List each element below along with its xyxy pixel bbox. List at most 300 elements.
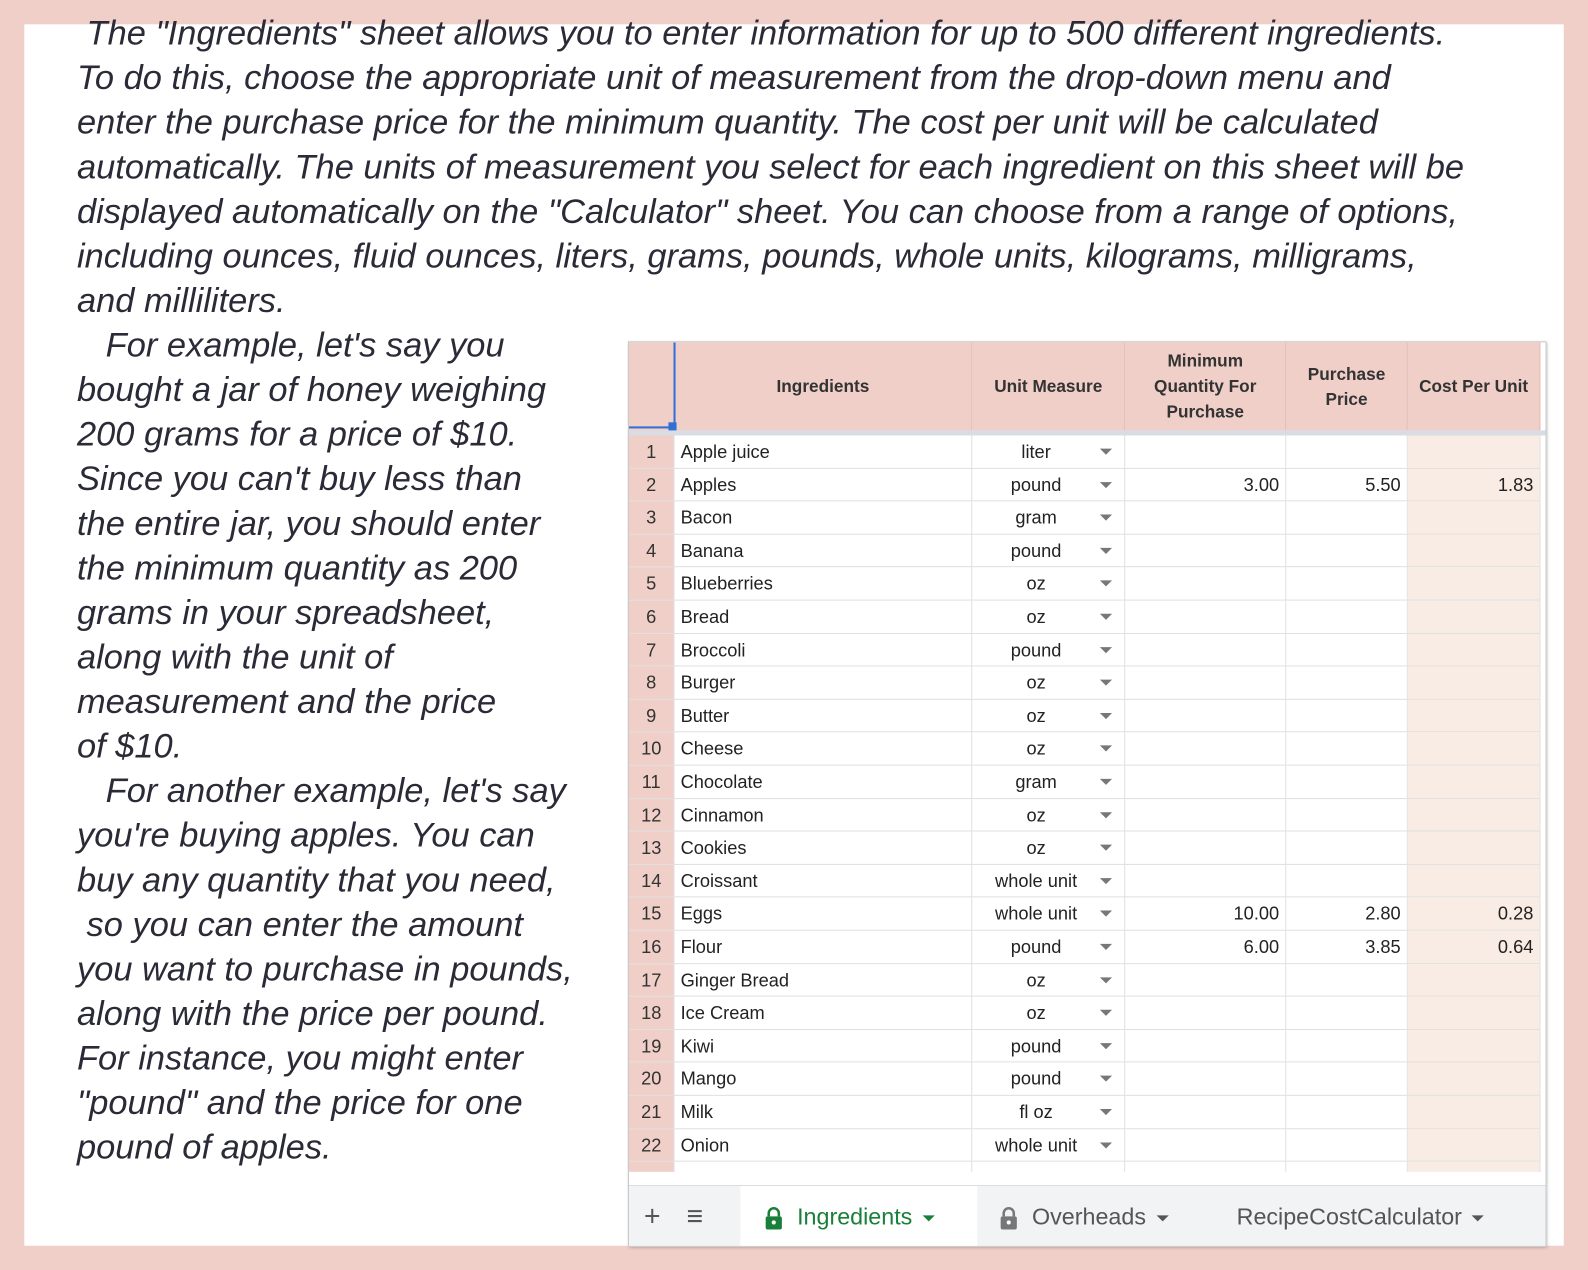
cell-value: 6 [646,606,657,627]
ingredient-cell[interactable] [675,766,973,799]
instruction-text-line: you want to purchase in pounds, [76,950,573,989]
dropdown-arrow-icon[interactable] [1100,1142,1112,1148]
cell-value: 3.00 [1243,474,1280,495]
lock-icon [1000,1206,1018,1230]
min-quantity-cell[interactable] [1125,898,1286,931]
ingredient-cell[interactable] [675,601,973,634]
row-number[interactable] [629,898,675,931]
ingredient-cell[interactable] [675,502,973,535]
instruction-text-line: you're buying apples. You can [76,816,535,855]
row-number[interactable] [629,832,675,865]
cell-value: Onion [680,1134,730,1156]
ingredient-cell[interactable] [675,865,973,898]
instructions-card [24,14,1563,1245]
cell-value: pound [1010,639,1062,660]
empty-cell[interactable] [1286,1162,1408,1172]
min-quantity-cell[interactable] [1125,1063,1286,1096]
instruction-text-line: along with the unit of [76,638,393,677]
purchase-price-cell[interactable] [1286,601,1408,634]
dropdown-arrow-icon[interactable] [1100,1043,1112,1049]
min-quantity-cell[interactable] [1125,997,1286,1030]
row-number[interactable] [629,601,675,634]
dropdown-arrow-icon[interactable] [1100,449,1112,455]
row-number[interactable] [629,1063,675,1096]
ingredient-cell[interactable] [675,568,973,601]
instruction-text-line: along with the price per pound. [76,994,548,1034]
instruction-text-line: enter the purchase price for the minimum quantity. The cost per unit will be calculated [76,103,1378,142]
purchase-price-cell[interactable] [1286,502,1408,535]
table-row [629,568,1541,601]
cell-value: 19 [641,1035,662,1057]
row-number[interactable] [629,667,675,700]
instruction-text-line: the entire jar, you should enter [76,504,541,543]
dropdown-arrow-icon[interactable] [1100,746,1112,752]
header-ingredients: Ingredients [675,342,973,430]
dropdown-arrow-icon[interactable] [1100,614,1112,620]
cell-value: 20 [641,1068,662,1090]
table-row [629,733,1541,766]
purchase-price-cell[interactable] [1286,898,1408,931]
cell-value: fl oz [1019,1101,1053,1123]
row-number[interactable] [629,733,675,766]
cell-value: 4 [646,540,657,561]
row-number[interactable] [629,931,675,964]
cell-value: 7 [646,639,657,660]
cell-value: 5 [646,573,657,594]
instruction-text-line: so you can enter the amount [76,905,524,944]
cell-value: 5.50 [1365,474,1401,495]
min-quantity-cell[interactable] [1125,700,1286,733]
cell-value: 18 [641,1002,662,1024]
cost-per-unit-cell[interactable] [1408,832,1541,865]
dropdown-arrow-icon[interactable] [1100,647,1112,653]
instruction-text-line: buy any quantity that you need, [76,860,556,900]
header-minimum-quantity: Minimum Quantity For Purchase [1125,342,1286,430]
unit-measure-dropdown[interactable] [972,898,1125,931]
cell-value: liter [1021,441,1051,462]
purchase-price-cell[interactable] [1286,865,1408,898]
cell-value: gram [1015,507,1057,528]
unit-measure-dropdown[interactable] [972,832,1125,865]
ingredient-cell[interactable] [675,931,973,964]
cell-value: Cinnamon [680,804,764,826]
empty-cell[interactable] [1408,1162,1541,1172]
ingredient-cell[interactable] [675,997,973,1030]
purchase-price-cell[interactable] [1286,1096,1408,1129]
unit-measure-dropdown[interactable] [972,634,1125,667]
dropdown-arrow-icon[interactable] [1100,548,1112,554]
cost-per-unit-cell[interactable] [1408,667,1541,700]
dropdown-arrow-icon[interactable] [1100,713,1112,719]
cell-value: gram [1015,771,1057,793]
min-quantity-cell[interactable] [1125,535,1286,568]
unit-measure-dropdown[interactable] [972,931,1125,964]
row-number[interactable] [629,568,675,601]
ingredient-cell[interactable] [675,1096,973,1129]
tab-label: Overheads [1032,1203,1146,1230]
cell-value: Apples [680,474,737,495]
cell-value: 3 [646,507,657,528]
dropdown-arrow-icon[interactable] [1100,1010,1112,1016]
unit-measure-dropdown[interactable] [972,1096,1125,1129]
unit-measure-dropdown[interactable] [972,733,1125,766]
min-quantity-cell[interactable] [1125,1096,1286,1129]
table-row [629,634,1541,667]
purchase-price-cell[interactable] [1286,733,1408,766]
ingredient-cell[interactable] [675,799,973,832]
purchase-price-cell[interactable] [1286,634,1408,667]
ingredient-cell[interactable] [675,964,973,997]
ingredient-cell[interactable] [675,1063,973,1096]
min-quantity-cell[interactable] [1125,733,1286,766]
ingredient-cell[interactable] [675,700,973,733]
cost-per-unit-cell[interactable] [1408,535,1541,568]
cell-value: 1 [646,441,657,462]
add-sheet-button[interactable]: + [643,1200,661,1232]
tab-label: RecipeCostCalculator [1236,1203,1462,1230]
header-unit-measure: Unit Measure [972,342,1125,430]
purchase-price-cell[interactable] [1286,469,1408,502]
lock-icon [765,1206,783,1230]
instruction-text-line: including ounces, fluid ounces, liters, grams, pounds, whole units, kilograms, milligrams, [76,236,1417,276]
row-number[interactable] [629,634,675,667]
instruction-text-line: and milliliters. [76,281,286,321]
table-row [629,1096,1541,1129]
min-quantity-cell[interactable] [1125,601,1286,634]
ingredient-cell[interactable] [675,1129,973,1162]
purchase-price-cell[interactable] [1286,766,1408,799]
purchase-price-cell[interactable] [1286,535,1408,568]
cell-value: oz [1026,705,1046,726]
cost-per-unit-cell[interactable] [1408,898,1541,931]
cost-per-unit-cell[interactable] [1408,733,1541,766]
cost-per-unit-cell[interactable] [1408,1030,1541,1063]
cell-value: 16 [641,936,662,958]
cell-value: Burger [680,672,736,693]
cell-value: 1.83 [1497,474,1534,495]
selection-handle[interactable] [668,422,676,430]
unit-measure-dropdown[interactable] [972,601,1125,634]
row-number[interactable] [629,1129,675,1162]
cell-value: 0.64 [1497,936,1534,958]
cell-value: pound [1010,1035,1062,1057]
ingredient-cell[interactable] [675,469,973,502]
table-row [629,1129,1541,1162]
cell-value: oz [1026,738,1046,759]
ingredient-cell[interactable] [675,667,973,700]
selection-outline [629,342,676,428]
unit-measure-dropdown[interactable] [972,964,1125,997]
instruction-text-line: measurement and the price [76,682,497,722]
cell-value: 3.85 [1365,936,1401,958]
cell-value: Apple juice [680,441,770,462]
cell-value: Bread [680,606,730,627]
unit-measure-dropdown[interactable] [972,799,1125,832]
ingredient-cell[interactable] [675,832,973,865]
cell-value: 17 [641,969,662,991]
cell-value: oz [1026,804,1046,826]
cell-value: 10 [641,738,662,759]
tab-overheads[interactable] [1000,1186,1203,1247]
table-row [629,931,1541,964]
cost-per-unit-cell[interactable] [1408,568,1541,601]
table-row-partial [629,1162,1541,1172]
table-row [629,799,1541,832]
cell-value: 0.28 [1497,903,1534,925]
min-quantity-cell[interactable] [1125,568,1286,601]
cost-per-unit-cell[interactable] [1408,634,1541,667]
min-quantity-cell[interactable] [1125,1129,1286,1162]
unit-measure-dropdown[interactable] [972,436,1125,469]
cell-value: oz [1026,1002,1046,1024]
cost-per-unit-cell[interactable] [1408,865,1541,898]
row-number[interactable] [629,700,675,733]
min-quantity-cell[interactable] [1125,865,1286,898]
cell-value: Banana [680,540,744,561]
unit-measure-dropdown[interactable] [972,865,1125,898]
cell-value: 11 [641,771,661,793]
cell-value: 14 [641,870,662,892]
cell-value: whole unit [995,870,1078,892]
unit-measure-dropdown[interactable] [972,1030,1125,1063]
cell-value: Chocolate [680,771,763,793]
ingredient-cell[interactable] [675,436,973,469]
cell-value: 21 [641,1101,662,1123]
chevron-down-icon[interactable] [922,1215,934,1221]
table-row [629,1063,1541,1096]
cell-value: oz [1026,837,1046,859]
row-number[interactable] [629,766,675,799]
cell-value: pound [1010,540,1062,561]
purchase-price-cell[interactable] [1286,1129,1408,1162]
row-number[interactable] [629,469,675,502]
tab-label: Ingredients [797,1203,913,1230]
table-row [629,832,1541,865]
cell-value: 2.80 [1365,903,1401,925]
cost-per-unit-cell[interactable] [1408,964,1541,997]
row-number[interactable] [629,799,675,832]
cell-value: Blueberries [680,573,773,594]
header-purchase-price: Purchase Price [1286,342,1408,430]
cell-value: pound [1010,1068,1062,1090]
min-quantity-cell[interactable] [1125,964,1286,997]
purchase-price-cell[interactable] [1286,436,1408,469]
unit-measure-dropdown[interactable] [972,568,1125,601]
cell-value: 9 [646,705,657,726]
instruction-text-line: of $10. [76,727,183,766]
instruction-text-line: Since you can't buy less than [76,459,522,499]
cell-value: Cookies [680,837,747,859]
unit-measure-dropdown[interactable] [972,667,1125,700]
cell-value: 22 [641,1134,662,1156]
cell-value: Flour [680,936,723,958]
dropdown-arrow-icon[interactable] [1100,911,1112,917]
dropdown-arrow-icon[interactable] [1100,845,1112,851]
purchase-price-cell[interactable] [1286,568,1408,601]
instruction-text-line: "pound" and the price for one [76,1083,523,1123]
cell-value: oz [1026,969,1046,991]
row-number[interactable] [629,1030,675,1063]
row-number[interactable] [629,997,675,1030]
ingredient-cell[interactable] [675,535,973,568]
unit-measure-dropdown[interactable] [972,469,1125,502]
row-number[interactable] [629,865,675,898]
cost-per-unit-cell[interactable] [1408,1096,1541,1129]
unit-measure-dropdown[interactable] [972,700,1125,733]
dropdown-arrow-icon[interactable] [1100,680,1112,686]
cell-value: Bacon [680,507,733,528]
row-number[interactable] [629,964,675,997]
dropdown-arrow-icon[interactable] [1100,878,1112,884]
instruction-text-line: For another example, let's say [76,771,566,811]
instruction-text-line: To do this, choose the appropriate unit of measurement from the drop-down menu and [76,58,1391,98]
table-row [629,667,1541,700]
purchase-price-cell[interactable] [1286,1063,1408,1096]
tab-ingredients[interactable] [740,1186,977,1247]
table-row [629,964,1541,997]
cell-value: Croissant [680,870,758,892]
purchase-price-cell[interactable] [1286,799,1408,832]
min-quantity-cell[interactable] [1125,1030,1286,1063]
table-row [629,766,1541,799]
dropdown-arrow-icon[interactable] [1100,515,1112,521]
purchase-price-cell[interactable] [1286,1030,1408,1063]
cost-per-unit-cell[interactable] [1408,766,1541,799]
cost-per-unit-cell[interactable] [1408,997,1541,1030]
empty-cell[interactable] [675,1162,973,1172]
table-row [629,502,1541,535]
cost-per-unit-cell[interactable] [1408,931,1541,964]
dropdown-arrow-icon[interactable] [1100,779,1112,785]
instruction-text-line: For instance, you might enter [76,1039,523,1078]
instruction-text-line: The "Ingredients" sheet allows you to enter information for up to 500 different ingredients. [76,14,1446,53]
empty-cell[interactable] [972,1162,1125,1172]
dropdown-arrow-icon[interactable] [1100,977,1112,983]
unit-measure-dropdown[interactable] [972,502,1125,535]
min-quantity-cell[interactable] [1125,667,1286,700]
cost-per-unit-cell[interactable] [1408,1129,1541,1162]
cell-value: 15 [641,903,662,925]
instruction-text-line: For example, let's say you [76,326,505,365]
table-row [629,535,1541,568]
dropdown-arrow-icon[interactable] [1100,812,1112,818]
cell-value: oz [1026,606,1046,627]
cost-per-unit-cell[interactable] [1408,799,1541,832]
cell-value: whole unit [995,1134,1078,1156]
instruction-text-line: grams in your spreadsheet, [76,593,495,632]
min-quantity-cell[interactable] [1125,766,1286,799]
cell-value: Milk [680,1101,714,1123]
unit-measure-dropdown[interactable] [972,1063,1125,1096]
dropdown-arrow-icon[interactable] [1100,482,1112,488]
row-number[interactable] [629,1096,675,1129]
unit-measure-dropdown[interactable] [972,766,1125,799]
unit-measure-dropdown[interactable] [972,997,1125,1030]
cost-per-unit-cell[interactable] [1408,502,1541,535]
purchase-price-cell[interactable] [1286,931,1408,964]
ingredient-cell[interactable] [675,733,973,766]
instruction-text-line: automatically. The units of measurement you select for each ingredient on this sheet will be [76,147,1465,187]
cell-value: Ice Cream [680,1002,765,1024]
row-number[interactable] [629,502,675,535]
row-number[interactable] [629,436,675,469]
table-row [629,601,1541,634]
instruction-text-line: the minimum quantity as 200 [76,548,518,588]
purchase-price-cell[interactable] [1286,997,1408,1030]
cost-per-unit-cell[interactable] [1408,601,1541,634]
spreadsheet-screenshot [628,341,1547,1246]
dropdown-arrow-icon[interactable] [1100,581,1112,587]
min-quantity-cell[interactable] [1125,436,1286,469]
min-quantity-cell[interactable] [1125,799,1286,832]
dropdown-arrow-icon[interactable] [1100,1076,1112,1082]
chevron-down-icon[interactable] [1472,1215,1484,1221]
chevron-down-icon[interactable] [1156,1215,1168,1221]
tab-recipe-cost-calculator[interactable] [1237,1186,1531,1247]
min-quantity-cell[interactable] [1125,502,1286,535]
empty-cell[interactable] [1125,1162,1286,1172]
cell-value: pound [1010,936,1062,958]
cell-value: Eggs [680,903,723,925]
empty-cell[interactable] [629,1162,675,1172]
table-row [629,1030,1541,1063]
cell-value: pound [1010,474,1062,495]
instruction-text-line: bought a jar of honey weighing [76,370,547,410]
cell-value: Ginger Bread [680,969,790,991]
purchase-price-cell[interactable] [1286,700,1408,733]
cell-value: 2 [646,474,657,495]
cell-value: Cheese [680,738,744,759]
cell-value: whole unit [995,903,1078,925]
min-quantity-cell[interactable] [1125,634,1286,667]
unit-measure-dropdown[interactable] [972,1129,1125,1162]
min-quantity-cell[interactable] [1125,931,1286,964]
ingredient-cell[interactable] [675,634,973,667]
cost-per-unit-cell[interactable] [1408,700,1541,733]
cost-per-unit-cell[interactable] [1408,436,1541,469]
min-quantity-cell[interactable] [1125,832,1286,865]
dropdown-arrow-icon[interactable] [1100,944,1112,950]
purchase-price-cell[interactable] [1286,667,1408,700]
sheet-tab-bar [629,1185,1546,1247]
ingredient-cell[interactable] [675,1030,973,1063]
table-row [629,436,1541,469]
table-row [629,700,1541,733]
min-quantity-cell[interactable] [1125,469,1286,502]
unit-measure-dropdown[interactable] [972,535,1125,568]
ingredient-cell[interactable] [675,898,973,931]
cell-value: 10.00 [1233,903,1280,925]
cell-value: 6.00 [1243,936,1280,958]
cell-value: Mango [680,1068,737,1090]
cost-per-unit-cell[interactable] [1408,1063,1541,1096]
table-row [629,469,1541,502]
cell-value: oz [1026,573,1046,594]
cell-value: Broccoli [680,639,746,660]
purchase-price-cell[interactable] [1286,832,1408,865]
instruction-text-line: 200 grams for a price of $10. [76,415,518,454]
dropdown-arrow-icon[interactable] [1100,1109,1112,1115]
purchase-price-cell[interactable] [1286,964,1408,997]
all-sheets-button[interactable]: ≡ [686,1200,704,1232]
cost-per-unit-cell[interactable] [1408,469,1541,502]
instruction-text-line: pound of apples. [76,1128,332,1167]
cell-value: 8 [646,672,657,693]
table-row [629,865,1541,898]
row-number[interactable] [629,535,675,568]
cell-value: 12 [641,804,662,826]
table-row [629,898,1541,931]
